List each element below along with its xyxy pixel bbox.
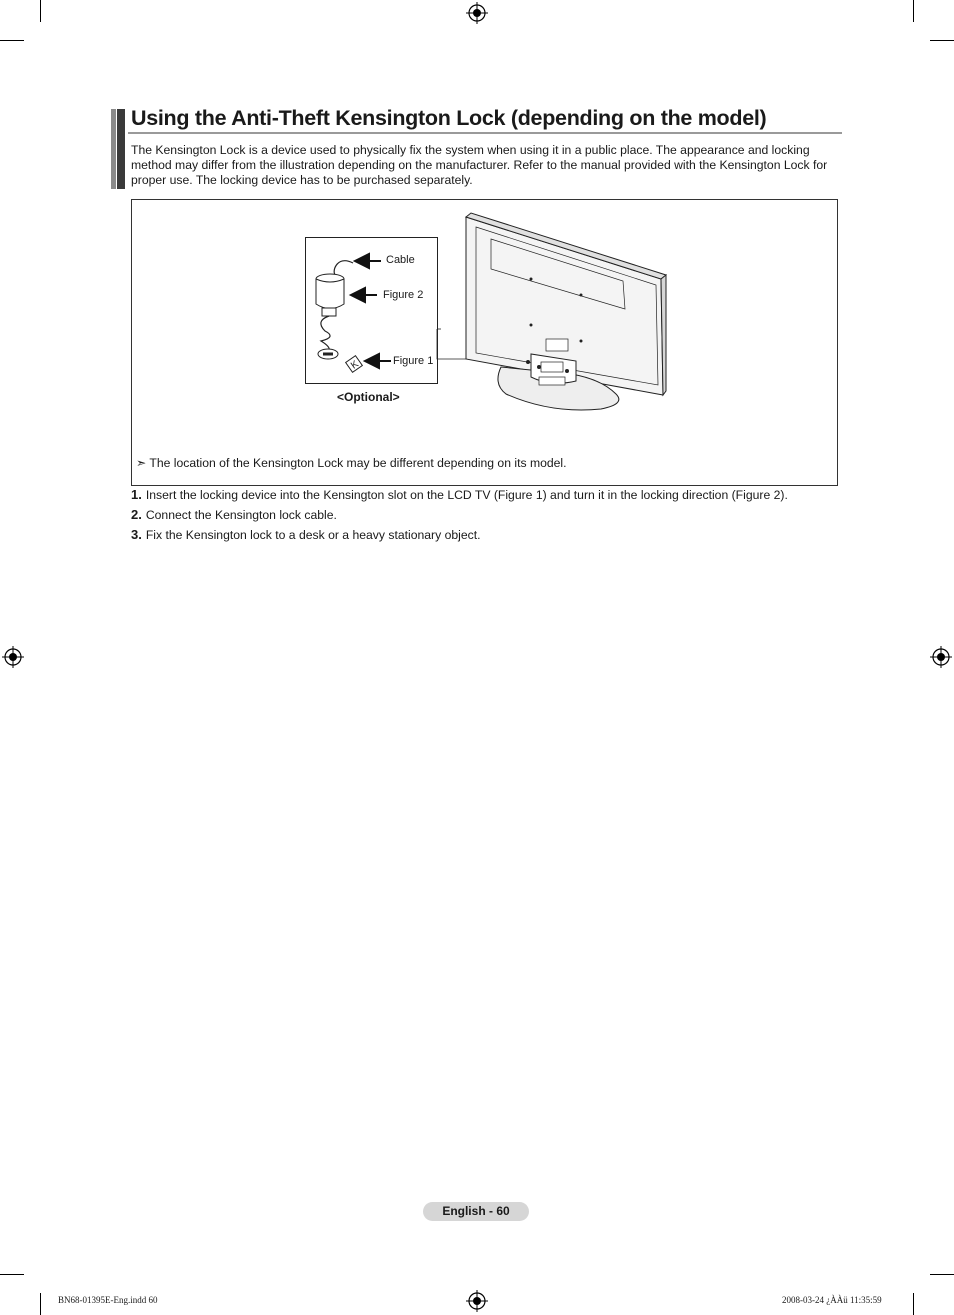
- crop-mark: [930, 40, 954, 41]
- crop-mark: [930, 1274, 954, 1275]
- step-text: Insert the locking device into the Kensington slot on the LCD TV (Figure 1) and turn it in the locking direction (Figure 2).: [145, 488, 788, 502]
- list-item: [131, 487, 851, 507]
- intro-paragraph: The Kensington Lock is a device used to physically fix the system when using it in a public place. The appearance and locking method may differ from the illustration depending on the manufacturer. Refer to the manual provided with the Kensington Lock for proper use. The locking device has to be purchased separately.: [131, 143, 828, 187]
- title-accent-bar: [111, 109, 127, 189]
- note-arrow-icon: ➣: [136, 456, 147, 470]
- step-text: Connect the Kensington lock cable.: [145, 508, 337, 522]
- registration-mark-icon: [466, 2, 488, 24]
- title-underline: [128, 132, 842, 134]
- figure-note: [136, 456, 567, 470]
- label-optional: <Optional>: [337, 390, 400, 404]
- label-figure-1: Figure 1: [393, 355, 434, 367]
- registration-mark-icon: [466, 1290, 488, 1312]
- file-slug: BN68-01395E-Eng.indd 60: [58, 1295, 158, 1305]
- list-item: [131, 507, 851, 527]
- tv-back-illustration: [466, 213, 666, 410]
- crop-mark: [0, 40, 24, 41]
- step-number: 3.: [131, 527, 142, 542]
- step-text: Fix the Kensington lock to a desk or a heavy stationary object.: [145, 528, 481, 542]
- crop-mark: [40, 1293, 41, 1315]
- registration-mark-icon: [2, 646, 24, 668]
- crop-mark: [913, 1293, 914, 1315]
- step-number: 1.: [131, 487, 142, 502]
- list-item: [131, 527, 851, 547]
- crop-mark: [913, 0, 914, 22]
- kensington-illustration: [131, 199, 836, 429]
- crop-mark: [40, 0, 41, 22]
- registration-mark-icon: [930, 646, 952, 668]
- note-text: The location of the Kensington Lock may be different depending on its model.: [149, 456, 567, 470]
- svg-text:K: K: [348, 358, 361, 372]
- page-title: Using the Anti-Theft Kensington Lock (depending on the model): [131, 106, 767, 130]
- steps-list: [131, 487, 851, 547]
- timestamp-slug: 2008-03-24 ¿ÀÀü 11:35:59: [782, 1295, 882, 1305]
- page-number-badge: English - 60: [423, 1202, 529, 1221]
- label-figure-2: Figure 2: [383, 289, 424, 301]
- step-number: 2.: [131, 507, 142, 522]
- label-cable: Cable: [386, 254, 415, 266]
- crop-mark: [0, 1274, 24, 1275]
